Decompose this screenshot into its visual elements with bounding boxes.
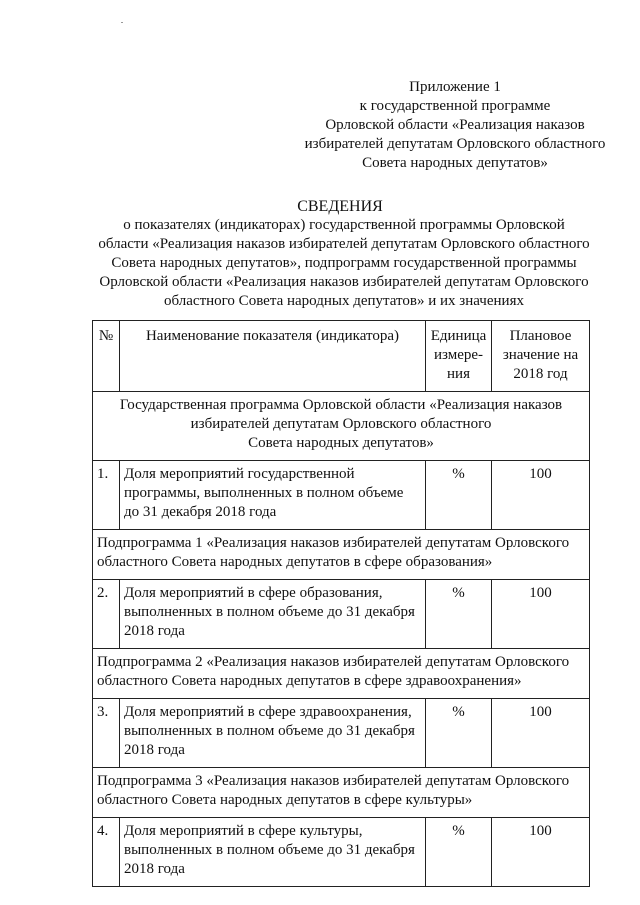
appendix-line: к государственной программе	[359, 98, 551, 114]
table-header-row	[93, 321, 590, 392]
subprogram-title-cell: Подпрограмма 1 «Реализация наказов избирателей депутатам Орловского областного Совета народных депутатов в сфере образования»	[93, 530, 590, 580]
appendix-line: избирателей депутатам Орловского областного	[304, 136, 606, 152]
header-plan: Плановое значение на 2018 год	[492, 321, 590, 392]
row-number: 3.	[93, 699, 120, 768]
row-value: 100	[492, 461, 590, 530]
row-indicator-name: Доля мероприятий в сфере здравоохранения, выполненных в полном объеме до 31 декабря 2018 года	[120, 699, 426, 768]
row-unit: %	[426, 461, 492, 530]
row-value: 100	[492, 699, 590, 768]
row-unit: %	[426, 818, 492, 887]
row-indicator-name: Доля мероприятий в сфере культуры, выполненных в полном объеме до 31 декабря 2018 года	[120, 818, 426, 887]
indicators-table	[92, 320, 590, 887]
table-row	[93, 580, 590, 649]
program-title-cell: Государственная программа Орловской области «Реализация наказов избирателей депутатам Орловского областного Совета народных депутатов»	[93, 392, 590, 461]
header-unit: Единица измере- ния	[426, 321, 492, 392]
row-unit: %	[426, 580, 492, 649]
subprogram-title-row	[93, 768, 590, 818]
row-indicator-name: Доля мероприятий государственной программы, выполненных в полном объеме до 31 декабря 2018 года	[120, 461, 426, 530]
header-num: №	[93, 321, 120, 392]
subprogram-title-row	[93, 649, 590, 699]
row-unit: %	[426, 699, 492, 768]
table-row	[93, 818, 590, 887]
scan-speck	[121, 22, 123, 23]
intro-line: о показателях (индикаторах) государственной программы Орловской	[123, 217, 565, 233]
subprogram-title-cell: Подпрограмма 3 «Реализация наказов избирателей депутатам Орловского областного Совета народных депутатов в сфере культуры»	[93, 768, 590, 818]
intro-line: области «Реализация наказов избирателей депутатам Орловского областного	[98, 236, 590, 252]
document-intro	[88, 216, 600, 311]
row-value: 100	[492, 818, 590, 887]
row-value: 100	[492, 580, 590, 649]
row-number: 2.	[93, 580, 120, 649]
table-row	[93, 461, 590, 530]
row-number: 1.	[93, 461, 120, 530]
row-indicator-name: Доля мероприятий в сфере образования, выполненных в полном объеме до 31 декабря 2018 года	[120, 580, 426, 649]
program-title-row	[93, 392, 590, 461]
intro-line: областного Совета народных депутатов» и их значениях	[164, 293, 524, 309]
intro-line: Совета народных депутатов», подпрограмм государственной программы	[111, 255, 577, 271]
table-row	[93, 699, 590, 768]
appendix-line: Совета народных депутатов»	[362, 155, 548, 171]
appendix-block	[270, 78, 640, 173]
document-heading: СВЕДЕНИЯ	[297, 198, 383, 215]
appendix-line: Приложение 1	[409, 79, 501, 95]
row-number: 4.	[93, 818, 120, 887]
intro-line: Орловской области «Реализация наказов избирателей депутатам Орловского	[99, 274, 589, 290]
subprogram-title-cell: Подпрограмма 2 «Реализация наказов избирателей депутатам Орловского областного Совета народных депутатов в сфере здравоохранения»	[93, 649, 590, 699]
appendix-line: Орловской области «Реализация наказов	[325, 117, 585, 133]
subprogram-title-row	[93, 530, 590, 580]
header-name: Наименование показателя (индикатора)	[120, 321, 426, 392]
